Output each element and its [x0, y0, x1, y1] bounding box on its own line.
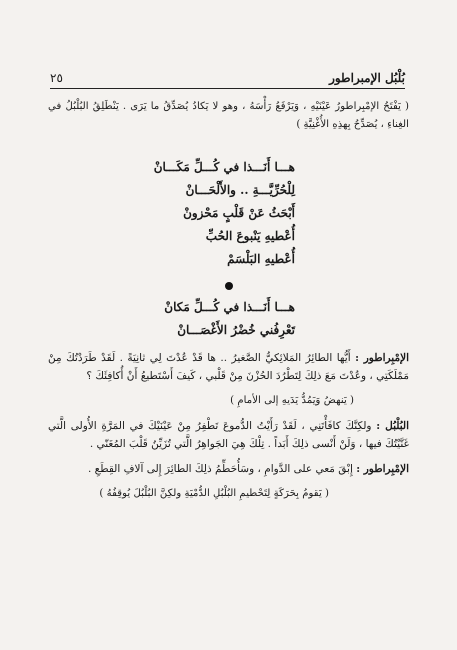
- stage-direction: ( يَنهضُ وَيَمُدُّ يَدَيهِ إلى الأمامِ ): [230, 395, 354, 406]
- stage-direction-opening: ( يَفْتَحُ الإمْبِراطورُ عَيْنَيْهِ ، وَيَرْفَعُ رَأْسَهُ ، وهو لا يَكادُ يُصَدِّقُ ما يَرَى . يَنْطَلِقُ البُلْبُلُ في الغِناءِ ، يُصَدِّحُ بِهذِهِ الأُغْنِيَّةِ ): [48, 101, 409, 130]
- song-line: هـــا أَنَـــذا في كُـــلِّ مَكانْ: [164, 300, 295, 314]
- song-line: لِلْحُرِّيَّـــةِ .. والأَلْحَـــانْ: [185, 183, 295, 197]
- page-body: [48, 98, 409, 503]
- stage-direction-closing: ( يَقومُ بِحَرَكَةٍ لِتَحْطيمِ البُلْبُلِ الدُّمْيَةِ ولكِنَّ البُلْبُلَ يُوقِفُهُ ): [99, 488, 329, 499]
- page-number: ٢٥: [50, 71, 63, 85]
- speaker-name: الإمْبِراطور :: [355, 352, 409, 364]
- speaker-name: الإمْبِراطور :: [356, 463, 409, 475]
- song-stanza-2: [48, 296, 409, 342]
- song-line: أُعْطيهِ البَلْسَمْ: [227, 252, 295, 266]
- song-stanza-1: [48, 156, 409, 271]
- page-header: [50, 66, 405, 89]
- running-title: بُلْبُل الإمبراطور: [329, 71, 405, 85]
- dialogue-emperor-2: [48, 460, 409, 478]
- song-line: تَعْرِفُني خُضْرُ الأَغْصَـــانْ: [177, 323, 295, 337]
- dialogue-text: ولكِنَّكَ كافَأْتَنِي ، لَقَدْ رَأَيْتُ الدُّموعَ تَطْفِرُ مِنْ عَيْنَيْكَ في المَرَّةِ الأُولى الَّتي غَنَّيْتُكَ فيها ، وَلَنْ أَنْسى ذلِكَ أَبَداً . تِلْكَ هِيَ الجَواهِرُ الَّتي تُزَيِّنُ قَلْبَ المُغَنّي .: [48, 420, 409, 450]
- dialogue-text: إِبْقَ مَعي على الدَّوامِ ، وسَأُحَطِّمُ ذلِكَ الطائِرَ إِلى آلافِ القِطَعِ .: [87, 463, 357, 475]
- song-line: أُعْطيهِ يَنْبوعَ الحُبِّ: [205, 229, 295, 243]
- song-line: أَبْحَثُ عَنْ قَلْبٍ مَحْزونْ: [183, 206, 295, 220]
- section-divider-dot: [225, 282, 233, 290]
- dialogue-nightingale: [48, 417, 409, 453]
- dialogue-emperor-1: [48, 349, 409, 385]
- song-line: هـــا أَنَـــذا في كُـــلِّ مَكَـــانْ: [153, 160, 295, 174]
- dialogue-text: أَيُّها الطائِرُ المَلائِكيُّ الصَّغيرُ .. ها قَدْ عُدْتَ لِي ثانِيَةً . لَقَدْ طَرَدْتُكَ مِنْ مَمْلَكَتِي ، وعُدْتَ مَعَ ذلِكَ لِتَطْرُدَ الحُزْنَ مِنْ قَلْبي ، كَيفَ أَسْتَطيعُ أَنْ أُكافِئَكَ ؟: [48, 352, 409, 382]
- speaker-name: البُلْبُل :: [376, 420, 410, 432]
